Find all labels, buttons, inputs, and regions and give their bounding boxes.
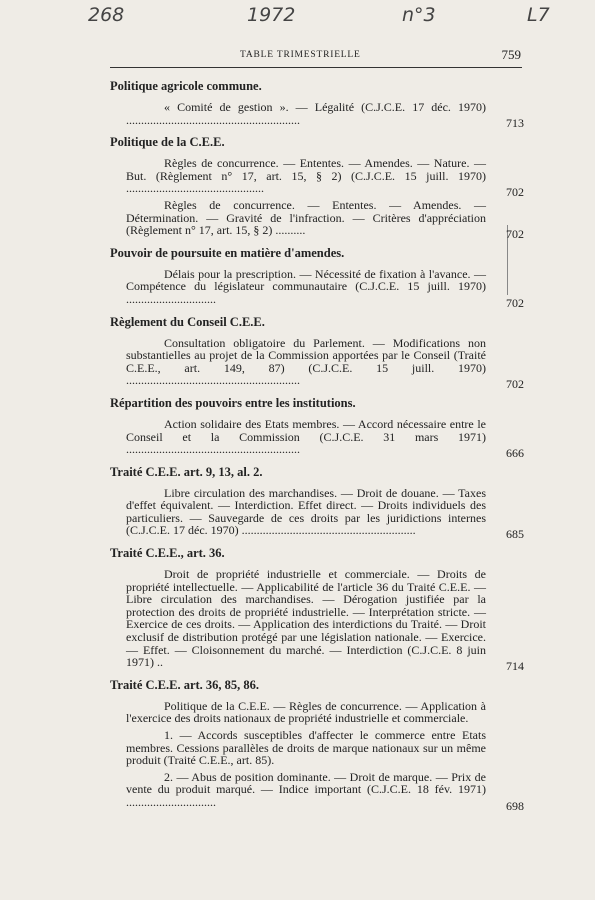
- entry-text: Droit de propriété industrielle et commerciale. — Droits de propriété intellectuelle. — Applicabilité de l'article 36 du Traité C.E.E. — Libre circulation des marchandises. — Dérogation justifiée par la protection des droits de propriété industrielle. — Interprétation stricte. — Exercice de ces droits. — Application des interdictions du Traité. — Droit exclusif de distribution protégé par une législation nationale. — Exercice. — Effet. — Cloisonnement du marché. — Interdiction (C.J.C.E. 8 juin 1971) ..: [126, 567, 486, 670]
- index-entry: [104, 266, 524, 310]
- section-heading: Politique de la C.E.E.: [110, 135, 225, 150]
- entry-text: Action solidaire des Etats membres. — Accord nécessaire entre le Conseil et la Commission (C.J.C.E. 31 mars 1971) ..........................................................: [126, 416, 486, 457]
- index-section: [104, 677, 524, 813]
- handwritten-annotation-year: 1972: [247, 4, 296, 26]
- entry-page-reference: 698: [506, 798, 524, 813]
- entry-text: Règles de concurrence. — Ententes. — Amendes. — Nature. — But. (Règlement n° 17, art. 15, § 2) (C.J.C.E. 15 juill. 1970) ..............................................: [126, 156, 486, 196]
- section-heading: Règlement du Conseil C.E.E.: [110, 314, 265, 329]
- index-section: [104, 78, 524, 131]
- section-heading: Traité C.E.E. art. 36, 85, 86.: [110, 677, 260, 692]
- entry-page-reference: 685: [506, 527, 524, 542]
- index-entry: [104, 567, 524, 673]
- index-section: [104, 545, 524, 673]
- index-content: [104, 78, 524, 817]
- section-heading: Traité C.E.E., art. 36.: [110, 546, 225, 561]
- page-number: 759: [501, 47, 521, 62]
- handwritten-annotation-number: n°3: [402, 4, 436, 26]
- section-heading: Répartition des pouvoirs entre les institutions.: [110, 395, 356, 410]
- index-section: [104, 314, 524, 391]
- section-heading: Pouvoir de poursuite en matière d'amendes.: [110, 245, 345, 260]
- handwritten-annotation-right: L7: [527, 4, 550, 26]
- index-entry: [104, 335, 524, 391]
- entry-text: Règles de concurrence. — Ententes. — Amendes. — Détermination. — Gravité de l'infraction. — Critères d'appréciation (Règlement n° 17, art. 15, § 2) ..........: [126, 197, 486, 238]
- index-entry: [104, 197, 524, 241]
- index-section: [104, 245, 524, 310]
- header-rule: [110, 67, 522, 68]
- section-heading: Politique agricole commune.: [110, 79, 262, 93]
- index-section: [104, 134, 524, 241]
- index-entry: [104, 729, 524, 767]
- entry-text: Consultation obligatoire du Parlement. — Modifications non substantielles au projet de la Commission apportées par le Conseil (Traité C.E.E., art. 149, 87) (C.J.C.E. 15 juill. 1970) ..........................................................: [126, 335, 486, 388]
- entry-page-reference: 702: [506, 295, 524, 310]
- entry-page-reference: 666: [506, 445, 524, 460]
- entry-text: Libre circulation des marchandises. — Droit de douane. — Taxes d'effet équivalent. — Interdiction. Effet direct. — Droits individuels des particuliers. — Sauvegarde de ces droits par les juridictions internes (C.J.C.E. 17 déc. 1970) ..........................................................: [126, 485, 486, 538]
- index-entry: [104, 485, 524, 542]
- entry-text: Délais pour la prescription. — Nécessité de fixation à l'avance. — Compétence du législateur communautaire (C.J.C.E. 15 juill. 1970) ..............................: [126, 266, 486, 306]
- entry-page-reference: 713: [506, 116, 524, 131]
- entry-page-reference: 702: [506, 184, 524, 199]
- entry-page-reference: 702: [506, 376, 524, 391]
- index-entry: [104, 769, 524, 813]
- handwritten-annotation-left: 268: [88, 4, 125, 26]
- running-header-title: TABLE TRIMESTRIELLE: [240, 50, 361, 60]
- entry-page-reference: 702: [506, 226, 524, 241]
- entry-text: 2. — Abus de position dominante. — Droit de marque. — Prix de vente du produit marqué. — Indice important (C.J.C.E. 18 fév. 1971) ..............................: [126, 769, 486, 809]
- index-section: [104, 464, 524, 542]
- entry-text: « Comité de gestion ». — Légalité (C.J.C.E. 17 déc. 1970) ..........................................................: [126, 100, 486, 127]
- index-entry: [104, 100, 524, 131]
- section-heading: Traité C.E.E. art. 9, 13, al. 2.: [110, 464, 263, 479]
- entry-page-reference: 714: [506, 658, 524, 673]
- entry-text: Politique de la C.E.E. — Règles de concurrence. — Application à l'exercice des droits nationaux de propriété industrielle et commerciale.: [126, 698, 486, 726]
- index-entry: [104, 700, 524, 725]
- index-section: [104, 395, 524, 460]
- entry-text: 1. — Accords susceptibles d'affecter le commerce entre Etats membres. Cessions parallèles de droits de marque nationaux sur un même produit (Traité C.E.E., art. 85).: [126, 728, 486, 768]
- index-entry: [104, 156, 524, 199]
- index-entry: [104, 416, 524, 460]
